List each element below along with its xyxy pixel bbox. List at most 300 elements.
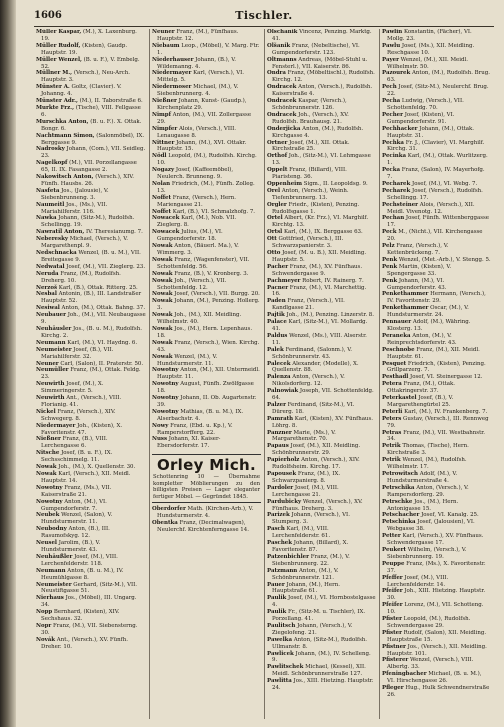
directory-entry — [152, 423, 261, 437]
entry-surname: Ott — [267, 236, 277, 243]
directory-entry — [267, 485, 376, 499]
directory-entry — [267, 499, 376, 513]
directory-columns — [34, 29, 496, 719]
entry-details: Adolf, (M.), Währing. Klosterg. 13. — [387, 319, 471, 332]
entry-details: Gerhard, (Sitz-M.), VII. Neustiftgasse 51. — [41, 581, 138, 595]
directory-entry — [152, 140, 261, 154]
entry-details: Johann, XI. Kaiser-Ebersdorferstr. 17. — [157, 436, 221, 450]
directory-entry — [382, 181, 491, 188]
directory-entry — [152, 278, 261, 292]
entry-surname: Pacher — [267, 263, 289, 270]
column-1 — [34, 29, 149, 719]
entry-surname: Pfister — [382, 616, 402, 623]
entry-details: Andreas, (Möbel-Stuhl u. Fensterl.), VII. Kaiserstr. 86. — [272, 56, 368, 70]
entry-surname: Neberesky — [36, 236, 69, 243]
entry-surname: Pecharek — [382, 180, 411, 187]
directory-entry — [382, 347, 491, 361]
entry-details: Joh., (M.), Penzing. Linzerstr. 8. — [284, 312, 374, 319]
entry-details: Josef, (Versch.), VII. Burgg. 20. — [172, 291, 260, 298]
entry-details: Anton, (M.), Rudolfsh. Brug. 63. — [387, 70, 490, 84]
entry-surname: Nowotny — [152, 381, 179, 388]
entry-surname: Niebaum — [152, 42, 180, 49]
directory-entry — [267, 554, 376, 568]
entry-surname: Nadrosky — [36, 146, 65, 153]
entry-details: Josef, (M.), VI. Webg. 7. — [410, 180, 478, 187]
entry-details: Johann, (M.), Ottak. Hauptstr. 31. — [387, 125, 475, 139]
entry-surname: Nierhaus — [36, 595, 64, 602]
book-spine-shadow — [0, 0, 16, 727]
entry-surname: Nasfeta — [36, 187, 60, 194]
directory-entry — [382, 616, 491, 630]
entry-details: Michael, (B. u. M.), VI. Hirschengasse 26. — [387, 671, 482, 685]
directory-entry — [152, 326, 261, 340]
directory-entry — [267, 457, 376, 471]
entry-surname: Palnowiak — [267, 388, 299, 395]
entry-details: Franz, (Versch.), Wien. Kirchg. 43. — [157, 339, 260, 353]
entry-surname: Noffet — [152, 208, 172, 215]
entry-details: Anton, (B.), III. Rasumofskyg. 12. — [41, 526, 110, 540]
directory-entry — [382, 153, 491, 167]
entry-details: Karl, (Versch.), VI. Mittelg. 5. — [157, 70, 245, 84]
entry-details: Josef, (M.), XII. Ottak. Kirchstraße 25. — [272, 139, 350, 153]
entry-surname: Niedermayer — [152, 70, 192, 77]
directory-entry — [382, 519, 491, 533]
directory-entry — [152, 98, 261, 112]
entry-surname: Neuwirth — [36, 395, 65, 402]
entry-details: Wenzel, (M.), Rudolfsh. Wilhelmstr. 17. — [387, 457, 467, 471]
entry-details: Johann, (Sitz-M.), Rudolfsh. Schellingg. 19. — [41, 215, 135, 229]
directory-entry — [267, 70, 376, 84]
page-header — [34, 10, 494, 26]
entry-surname: Pawlitschek — [267, 664, 304, 671]
directory-entry — [382, 547, 491, 561]
entry-details: Franz, (Wagenfenster), VII. Schottenfeldg. 56. — [157, 256, 250, 270]
entry-surname: Neuhäußler — [36, 553, 73, 560]
entry-surname: Paulitsch — [267, 622, 296, 629]
entry-surname: Müllner M., — [36, 70, 73, 77]
directory-entry — [382, 430, 491, 444]
entry-surname: Nowak — [152, 256, 173, 263]
directory-entry — [382, 305, 491, 319]
directory-entry — [267, 215, 376, 229]
entry-details: Gottfried, (Versch.), III. Schwarzspanierstr. 3. — [272, 236, 344, 250]
entry-surname: Paulik — [267, 609, 287, 616]
entry-details: Franz, (M.), IX. Schwarzpanierg. 8. — [272, 471, 341, 484]
entry-details: Josef, (M.), VI. Hornbostelgasse 4. — [272, 595, 376, 609]
directory-entry — [36, 291, 146, 305]
entry-surname: Pawlin — [382, 29, 403, 35]
entry-details: Joseph, VII. Schottenfeldg. 64. — [272, 388, 374, 402]
entry-details: Joh., (M.), XII. Meidling. Wilhelmstr. 40. — [157, 312, 242, 326]
entry-details: Karl, (Versch.), XV. Fünfhaus. Schwendergasse 17. — [387, 533, 484, 547]
entry-details: Josef, (B. u. F.), IX. Sechsschimmelg. 11. — [41, 450, 113, 464]
entry-surname: Murschka Anton, — [36, 118, 89, 125]
entry-details: Franz, (Ms.), X. Favoritenstr. 37. — [387, 560, 486, 574]
entry-surname: Paulik — [267, 595, 287, 602]
entry-surname: Papierholz — [267, 457, 300, 464]
entry-surname: Pajtik — [267, 312, 285, 319]
entry-surname: Neumüller — [36, 367, 69, 374]
directory-entry — [36, 174, 146, 188]
entry-surname: Petter — [382, 533, 401, 540]
entry-surname: Nowak — [152, 325, 173, 332]
directory-entry — [267, 526, 376, 540]
directory-entry — [382, 685, 491, 699]
entry-surname: Patzenbichler — [267, 553, 309, 560]
entry-details: (M.), VII. Porzellangasse 65, II. IX. Fasangasse 2. — [41, 160, 137, 174]
directory-entry — [267, 202, 376, 216]
directory-entry — [152, 271, 261, 278]
entry-details: Vincenz, Penzing. Marktg. 41. — [272, 29, 372, 42]
entry-surname: Palenza — [267, 374, 291, 381]
directory-entry — [152, 70, 261, 84]
entry-details: Josef, (Jalousien), VI. Webgasse 38. — [387, 519, 475, 533]
directory-entry — [267, 623, 376, 637]
entry-surname: Pawlu — [382, 42, 401, 49]
entry-surname: Pecha — [382, 98, 401, 105]
entry-surname: Nowy — [152, 422, 169, 429]
entry-surname: Palzer — [267, 401, 286, 408]
entry-surname: Nödl — [152, 153, 167, 160]
entry-details: Fr. J., (Clavier), VI. Marghilf. Kirchg. 31. — [387, 139, 485, 153]
directory-entry — [152, 312, 261, 326]
entry-surname: Patzmann — [267, 567, 298, 574]
entry-surname: Münster A. — [36, 84, 70, 91]
entry-surname: Nowotny — [36, 498, 63, 505]
directory-entry — [382, 126, 491, 140]
entry-details: Josef, VI. Steinergasse 12. — [408, 374, 483, 381]
directory-entry — [267, 319, 376, 333]
entry-surname: Pecinka — [382, 153, 407, 160]
entry-details: Franz, (B.), V. Kronberg. 3. — [172, 270, 249, 277]
entry-surname: Pfleger — [382, 685, 404, 692]
directory-entry — [382, 188, 491, 202]
entry-details: Wenzel, (Salon), V. Hundsturmerstr. 11. — [41, 512, 113, 526]
entry-details: Joh., (M.), X. Quellenstr. 30. — [56, 464, 136, 471]
directory-entry — [267, 651, 376, 665]
directory-entry — [267, 298, 376, 312]
entry-surname: Nesbal — [36, 291, 57, 298]
entry-details: Carl, (Salon), II. Praterstr. 50. — [58, 360, 144, 367]
entry-details: Alexander, (Modelle), X. Quellenstr. 88. — [272, 360, 359, 374]
entry-surname: Nowak — [36, 471, 57, 477]
entry-details: Alois, (Versch.), XII. Meidl. Vivenotg. 12. — [387, 201, 475, 215]
entry-details: Michael, (M.), V. Siebenbrunnerg. 4. — [157, 84, 239, 98]
entry-surname: Ondracek — [267, 84, 297, 91]
entry-details: Josef, (M.), X. Simmeringerstr. 5. — [41, 381, 104, 395]
directory-entry — [267, 416, 376, 430]
directory-entry — [267, 264, 376, 278]
directory-entry — [36, 271, 146, 285]
entry-details: Karl, (B.), Ottak. Ritterg. 25. — [57, 284, 138, 291]
directory-entry — [267, 388, 376, 402]
directory-entry — [36, 540, 146, 554]
directory-entry — [36, 250, 146, 264]
entry-details: Jos., XIII. Hietzing. Hauptstr. 24. — [272, 678, 374, 692]
entry-surname: Otto — [267, 250, 281, 256]
entry-details: Johann, (M.), XVI. Ottakr. Hauptstr. 15. — [157, 139, 247, 153]
directory-entry — [382, 215, 491, 229]
directory-entry — [152, 243, 261, 257]
entry-details: Wenzel, (Versch.), XV. Fünfhaus. Dreherg. 3. — [272, 498, 363, 512]
entry-details: Leopold, (M.), Rudolfsh. Schwendergasse 29. — [387, 616, 471, 629]
entry-surname: Nowotny — [152, 395, 179, 402]
directory-entry — [267, 582, 376, 596]
entry-details: Franz, (M.), XII. Meidl. Hauptstr. 61. — [387, 346, 480, 360]
entry-surname: Penk — [382, 256, 398, 263]
directory-entry — [36, 423, 146, 437]
entry-details: Anton, (Bäuerl. Ma.), V. Wimmerg. 3. — [157, 243, 239, 256]
entry-surname: Nogazy — [152, 167, 175, 174]
entry-details: Franz, (Nebeltische), VI. Gumpendorferstr. 123. — [272, 42, 360, 56]
entry-surname: Pechhacker — [382, 125, 418, 132]
entry-surname: Pechan — [382, 215, 405, 222]
entry-details: Sigm., II. Leopoldsg. 9. — [302, 180, 368, 187]
entry-details: Anton, (M.), V. Reinprechtsdorferstr. 43. — [387, 332, 457, 346]
entry-surname: Nakowitsch Anton, — [36, 174, 94, 181]
entry-details: Johann, (Billard), X. Favoritenstr. 87. — [272, 540, 349, 553]
entry-details: Josef, (M.), VIII. Lerchenfelderstr. 118. — [41, 553, 118, 567]
entry-surname: Nowak — [152, 243, 173, 250]
directory-entry — [36, 133, 146, 147]
entry-surname: Pardubicky — [267, 498, 302, 505]
entry-surname: Niederhauser — [152, 56, 194, 63]
directory-entry — [382, 243, 491, 257]
entry-surname: Ondracek — [267, 111, 297, 118]
entry-details: Anton, (M.), VI. Gumpendorferstr. 7. — [41, 498, 107, 512]
advertisement-name: Orley Mich. — [156, 456, 257, 475]
entry-surname: Paden — [267, 298, 286, 305]
directory-entry — [36, 43, 146, 57]
entry-surname: Pfeningbacher — [382, 671, 427, 678]
directory-entry — [382, 29, 491, 43]
entry-surname: Nagelkopf — [36, 160, 68, 167]
entry-surname: Pawlitta — [267, 678, 292, 685]
directory-entry — [267, 471, 376, 485]
entry-details: Friedr., (Kisten), Penzing. Rudolfsgasse 1. — [272, 201, 360, 215]
directory-entry — [152, 167, 261, 181]
entry-surname: Pfeifer — [382, 588, 403, 595]
entry-surname: Oberdorfer — [152, 506, 186, 513]
entry-surname: Pamrath — [267, 415, 294, 422]
directory-entry — [267, 374, 376, 388]
directory-entry — [267, 333, 376, 347]
entry-details: M., (Nicht.), VII. Kirchengasse 20. — [387, 229, 483, 243]
directory-entry — [36, 146, 146, 160]
entry-surname: Neuhäusler — [36, 325, 72, 332]
header-rule — [34, 26, 494, 27]
entry-surname: Petrik — [382, 443, 401, 450]
entry-surname: Nolan — [152, 180, 171, 187]
entry-details: Friedrich, (Kisten), Penzing. Grillparzerg. 7. — [387, 360, 486, 374]
entry-surname: Panzner — [267, 429, 292, 436]
entry-details: Josef, (M.), VIII. Lerchengasse 21. — [272, 484, 339, 498]
entry-surname: Petschacher — [382, 512, 420, 519]
entry-surname: Neumann — [36, 339, 66, 346]
entry-surname: Pelz — [382, 243, 395, 250]
entry-details: Hermann, (Versch.), IV. Favoritenstr. 29. — [387, 291, 486, 305]
entry-details: Ant., (Versch.), VIII. Florianig. 41. — [41, 395, 122, 408]
directory-entry — [267, 443, 376, 457]
entry-details: Jos., (Möbel), III. Ungarg. 34. — [41, 595, 137, 609]
directory-entry — [36, 485, 146, 499]
entry-surname: Peck — [382, 229, 397, 236]
directory-entry — [382, 167, 491, 181]
entry-details: Math. (Kirchen-Arb.), V. Hundsturmerstr. 4. — [157, 506, 254, 520]
entry-details: Franz, (Billard), VIII. Piaristeng. 36. — [272, 167, 347, 181]
entry-surname: Nießner — [152, 98, 177, 105]
entry-details: (M.), II. Taborstraße 6. — [77, 98, 143, 105]
directory-entry — [36, 326, 146, 340]
entry-details: (M.), X. Laxenburg. 19. — [41, 29, 137, 42]
entry-details: Lorenz, (M.), VII. Schotteng. 10. — [387, 602, 484, 616]
entry-details: Franz, (Versch.), V. Kettenbrückeng. 7. — [387, 243, 449, 256]
entry-details: Franz, (M.), XV. Fünfhaus. Schwendergasse 9. — [272, 263, 363, 277]
entry-surname: Pesthadl — [382, 374, 409, 381]
entry-surname: Nuss — [152, 436, 168, 443]
entry-details: Josef, (M.), XII. Meidling. Schönbrunnerstr. 29. — [272, 443, 361, 457]
directory-entry — [36, 609, 146, 623]
directory-entry — [267, 112, 376, 126]
directory-entry — [36, 409, 146, 423]
directory-entry — [382, 291, 491, 305]
advertisement-box — [152, 454, 261, 503]
directory-entry — [36, 464, 146, 471]
advertisement-text: Schottenring 10 — Übernahme kompletter Möblierungen zu den billigsten Preisen — Lager eleganter fertiger Möbel. — Gegründet 1845. — [153, 474, 260, 500]
entry-surname: Nowak — [152, 291, 173, 298]
directory-entry — [382, 70, 491, 84]
entry-details: Jos., (Ms.), VII. Mariahilferstr. 116. — [41, 201, 108, 215]
directory-entry — [382, 602, 491, 616]
entry-details: Anton, (M.), Rudolfsh. Kirchgasse 4. — [272, 125, 364, 139]
entry-details: Mathias, (B. u. M.), IX. Alserbachstr. 4. — [157, 408, 244, 422]
entry-details: Joh., (Kisten), X. Favoritenstr. 47. — [41, 422, 123, 436]
entry-details: Franz, (M.), Ottak. Feldg. 23. — [41, 367, 141, 381]
directory-entry — [267, 278, 376, 285]
entry-surname: Nickel — [36, 408, 56, 415]
directory-entry — [152, 340, 261, 354]
entry-surname: Pacner — [267, 284, 289, 291]
entry-details: Karl, (B.), VI. Schmalzhofg. 7. — [171, 208, 256, 215]
entry-surname: Pech — [382, 84, 397, 91]
entry-details: Thomas, (Tische), Hern. Kirchstraße 3. — [387, 443, 469, 457]
entry-details: Jos., (M.), Hern. Antonigasse 15. — [387, 498, 459, 512]
directory-entry — [36, 471, 146, 485]
directory-entry — [36, 236, 146, 250]
directory-entry — [36, 119, 146, 133]
directory-entry — [36, 526, 146, 540]
directory-entry — [267, 188, 376, 202]
entry-details: (B. u. F.). X. Ottak. Bongr. 6. — [41, 118, 142, 132]
entry-details: Wenzel, (Ms.), VIII. Alserstr. 11. — [272, 332, 367, 346]
entry-details: Joh., (Versch.), VII. Schottenfeldg. 12. — [157, 277, 227, 291]
entry-surname: Niedermayer — [36, 422, 76, 429]
entry-details: Josef, Fünfh. Wittenberggasse 17. — [387, 215, 489, 229]
entry-details: Kaspar, (Versch.), Schönbrunnerstr. 126. — [272, 98, 347, 111]
entry-surname: Papousek — [267, 471, 297, 477]
entry-surname: Peterkastel — [382, 395, 417, 402]
entry-details: Oscar, (M.), V. Hundsturmerstr. 24. — [387, 305, 469, 319]
directory-entry — [382, 644, 491, 658]
entry-details: August, Fünfh. Zwölfgasse 18. — [157, 381, 254, 395]
entry-details: Jos., (B. u. M.), Rudolfsh. Kirchg. 2. — [41, 325, 142, 339]
entry-details: Josef, (Versch.), Rudolfsh. Schellingg. 17. — [387, 187, 483, 201]
entry-details: Franz, (M.), Ottak. Ottakringerstr. 37. — [387, 381, 456, 395]
entry-details: Anton, (Versch.), V. Rampersdorferg. 29. — [387, 484, 469, 498]
entry-details: Friedrich, (M.), Fünfh. Zolleg. 13. — [157, 180, 255, 194]
entry-details: Franz, (Versch.), Hern. Mariengasse 21. — [157, 194, 236, 208]
directory-entry — [267, 29, 376, 43]
entry-details: Ferdinand, (Sitz-M.), VI. Dürerg. 18. — [272, 401, 355, 415]
directory-entry — [36, 264, 146, 271]
entry-surname: Novák — [36, 636, 56, 643]
entry-surname: Pecher — [382, 111, 403, 118]
entry-surname: Pazourek — [382, 70, 411, 77]
directory-entry — [382, 657, 491, 671]
directory-entry — [152, 29, 261, 43]
entry-surname: Pfeffer — [382, 574, 403, 581]
entry-details: Julius, (M.), VI. Gumpendorferstr. 18. — [157, 229, 223, 243]
entry-surname: Nesiwal — [36, 305, 60, 312]
directory-entry — [152, 126, 261, 140]
entry-details: Joh., (Sitz-M.), VI. Lehmgasse 13. — [272, 153, 371, 167]
directory-entry — [152, 57, 261, 71]
entry-surname: Nowak — [152, 277, 173, 284]
entry-surname: Papaus — [267, 443, 289, 450]
entry-surname: Noffet — [152, 194, 172, 201]
entry-details: Joh., (M.), VII. Neubaugasse 9. — [41, 312, 146, 326]
directory-entry — [382, 671, 491, 685]
directory-entry — [382, 278, 491, 292]
entry-surname: Paschek — [267, 540, 293, 547]
entry-surname: Murkte Frz., — [36, 104, 74, 111]
directory-entry — [267, 126, 376, 140]
entry-details: Joh., XIII. Hietzing. Hauptstr. 30. — [387, 588, 486, 602]
entry-details: Franz, (Versch.), XIV. Schwegerg. 8. — [41, 408, 116, 422]
directory-entry — [152, 215, 261, 229]
entry-details: Johann, (M.), Penzing. Hollerg. 3. — [157, 298, 260, 312]
directory-entry — [382, 485, 491, 499]
entry-details: Ant., (Versch.), XV. Fünfh. Dreher. 10. — [41, 636, 128, 650]
directory-entry — [36, 347, 146, 361]
entry-surname: Nowak — [152, 339, 173, 346]
directory-entry — [36, 554, 146, 568]
entry-surname: Müller Wenzel, — [36, 56, 82, 63]
entry-surname: Nowak — [152, 312, 173, 319]
entry-details: Josef, (Sitz-M.), Neulerchf. Brug. 22. — [387, 84, 489, 98]
entry-surname: Petrowitsch — [382, 471, 418, 477]
entry-surname: Peukert — [382, 546, 406, 553]
directory-entry — [267, 181, 376, 188]
entry-surname: Petras — [382, 429, 402, 436]
directory-entry — [152, 43, 261, 57]
directory-entry — [267, 153, 376, 167]
directory-entry — [267, 512, 376, 526]
entry-details: Karl, (M.), Ottak. Wurlitzerg. 1. — [387, 153, 488, 167]
entry-surname: Palecek — [267, 360, 291, 367]
entry-details: Josef, (Kaffeemöbel), Neulerch. Brunneng. 9. — [157, 167, 234, 181]
directory-entry — [36, 512, 146, 526]
entry-details: (Tische), VIII. Fellgasse 6. — [41, 104, 141, 118]
directory-entry — [152, 354, 261, 368]
entry-details: Josef, (M.), VIII. Lerchenfelderstr. 14. — [387, 574, 449, 588]
entry-surname: Neuner — [36, 360, 59, 367]
entry-surname: Nachtmann Simon, — [36, 132, 95, 139]
entry-details: Wenzel, (Versch.), VIII. Albertg. 33. — [387, 657, 474, 671]
entry-surname: Neubodny — [36, 526, 67, 533]
directory-entry — [152, 506, 261, 520]
directory-entry — [36, 623, 146, 637]
